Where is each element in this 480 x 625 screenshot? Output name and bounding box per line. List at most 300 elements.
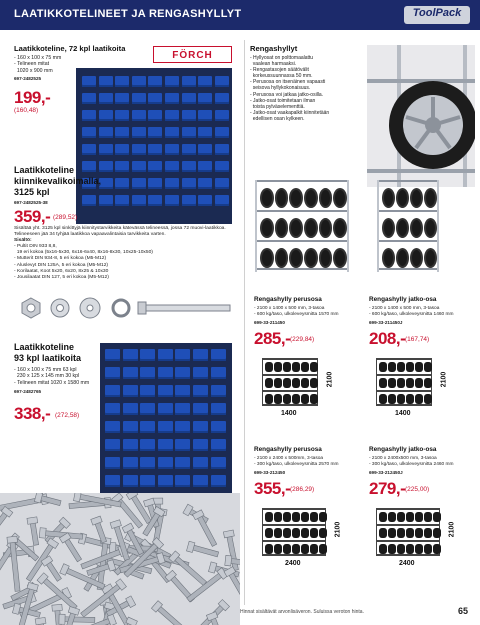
bin-icon (182, 144, 196, 155)
product2-contents-item: - Mutterit DIN 934-8, 5 eri kokoa (M5-M12) (14, 256, 107, 262)
shelf-beam-icon (367, 79, 475, 83)
product2-price-ex: (289,52) (53, 214, 78, 221)
diagram-shelf-bar (377, 404, 431, 406)
product1-bullet: 1020 x 900 mm (14, 67, 53, 74)
rengashyllyt-bullet: - Rengastasojen säätövälit (250, 67, 309, 74)
shelf-product-title: Rengashylly jatko-osa (369, 446, 437, 453)
product1-price-ex: (160,48) (14, 107, 39, 114)
diagram-shelf-bar (263, 358, 317, 360)
bin-icon (140, 457, 155, 469)
shelf-beam (257, 268, 347, 270)
product3-sku: 697-2482765 (14, 389, 42, 394)
bin-icon (140, 385, 155, 397)
diagram-tire-icon (292, 512, 300, 522)
bin-icon (99, 127, 113, 138)
bolt-icon (35, 617, 50, 625)
product3-title-line: 93 kpl laatikoita (14, 353, 82, 363)
tire-icon (289, 248, 303, 268)
bin-icon (215, 195, 229, 206)
bin-icon (115, 93, 129, 104)
page-title: LAATIKKOTELINEET JA RENGASHYLLYT (14, 8, 242, 20)
shelf-product-title: Rengashylly jatko-osa (369, 296, 437, 303)
diagram-tire-icon (388, 544, 396, 554)
bin-icon (140, 349, 155, 361)
diagram-tire-icon (379, 378, 387, 388)
diagram-tire-icon (274, 378, 282, 388)
rengashyllyt-bullet: toista pylväselementtiä. (250, 103, 305, 110)
bin-icon (215, 144, 229, 155)
bin-icon (105, 475, 120, 487)
shelf-product-bullet: - 2100 x 2400 x 500mm, 3-tasoa (254, 456, 324, 461)
diagram-shelf-bar (263, 554, 325, 556)
product2-title-line: 3125 kpl (14, 187, 50, 197)
diagram-tire-icon (265, 544, 273, 554)
rengashyllyt-bullet: edellisen osan kylkeen. (250, 115, 305, 122)
shelf-product-bullets (254, 456, 339, 468)
diagram-tire-icon (283, 512, 291, 522)
bin-icon (132, 93, 146, 104)
shelf-product-bullets (369, 456, 454, 468)
diagram-tire-icon (415, 362, 423, 372)
bin-icon (158, 403, 173, 415)
tire-icon (410, 248, 423, 268)
tire-icon (410, 218, 423, 238)
bin-icon (158, 421, 173, 433)
product3-bullet: - 160 x 100 x 75 mm 63 kpl (14, 367, 77, 373)
bin-icon (182, 195, 196, 206)
bin-icon (105, 457, 120, 469)
bin-icon (215, 127, 229, 138)
shelf-height-dimension: 2100 (326, 371, 334, 388)
shelf-product-price-ex: (225,00) (405, 486, 430, 493)
diagram-tire-icon (274, 544, 282, 554)
diagram-tire-icon (301, 544, 309, 554)
bin-icon (105, 349, 120, 361)
shelf-product-price-ex: (286,29) (290, 486, 315, 493)
shelf-beam (257, 240, 347, 242)
tire-icon (382, 218, 395, 238)
diagram-tire-icon (424, 378, 432, 388)
diagram-tire-icon (406, 544, 414, 554)
shelf-beam (257, 180, 347, 182)
tire-icon (424, 188, 437, 208)
bin-icon (211, 421, 226, 433)
diagram-tire-icon (274, 528, 282, 538)
tire-icon (275, 248, 289, 268)
rengashyllyt-bullet: - Perusosa on itsenäinen vapaasti (250, 79, 326, 86)
bin-icon (140, 403, 155, 415)
bin-icon (193, 367, 208, 379)
shelf-beam (379, 268, 437, 270)
diagram-tire-icon (301, 512, 309, 522)
bin-icon (148, 76, 162, 87)
diagram-shelf-bar (263, 540, 325, 542)
bolt-head-icon (138, 302, 146, 314)
diagram-shelf-bar (377, 374, 431, 376)
product1-price: 199,- (14, 88, 51, 107)
bin-icon (193, 403, 208, 415)
diagram-tire-icon (424, 394, 432, 404)
bin-icon (99, 76, 113, 87)
bin-icon (182, 93, 196, 104)
tire-icon (260, 188, 274, 208)
bolt-icon (34, 493, 61, 508)
product1-bullets (14, 55, 61, 74)
tire-on-shelf-svg (367, 45, 475, 187)
shelf-product-bullet: - 600 kg/taso, ulkoleveysmitta 1460 mm (369, 312, 454, 317)
bin-icon (198, 93, 212, 104)
diagram-tire-icon (406, 528, 414, 538)
bin-icon (140, 367, 155, 379)
diagram-tire-icon (379, 362, 387, 372)
product3-bullets (14, 367, 89, 386)
diagram-tire-icon (292, 544, 300, 554)
diagram-tire-icon (283, 544, 291, 554)
shelf-product-bullet: - 600 kg/taso, ulkoleveysmitta 1570 mm (254, 312, 339, 317)
page-number: 65 (457, 606, 468, 616)
shelf-product-price: 355,- (254, 479, 291, 498)
shelf-product-price: 279,- (369, 479, 406, 498)
diagram-tire-icon (424, 512, 432, 522)
shelf-product-bullets (254, 306, 339, 318)
shelf-product-bullet: - 300 kg/taso, ulkoleveysmitta 2460 mm (369, 462, 454, 467)
bin-icon (193, 439, 208, 451)
diagram-tire-icon (274, 394, 282, 404)
shelf-product-bullets (369, 306, 454, 318)
bin-icon (198, 195, 212, 206)
bin-icon (123, 385, 138, 397)
column-divider (244, 40, 245, 605)
diagram-tire-icon (424, 362, 432, 372)
diagram-tire-icon (265, 528, 273, 538)
bin-icon (105, 439, 120, 451)
bin-icon (105, 367, 120, 379)
bin-icon (82, 144, 96, 155)
tire-icon (304, 218, 318, 238)
diagram-tire-icon (415, 378, 423, 388)
shelf-width-dimension: 1400 (281, 410, 297, 417)
bin-icon (165, 110, 179, 121)
bin-icon (211, 475, 226, 487)
shelf-product-sku: 699-33-211450J (369, 320, 403, 325)
page-header (0, 0, 480, 30)
product3-price-ex: (272,58) (55, 412, 80, 419)
bin-icon (182, 76, 196, 87)
bin-icon (175, 385, 190, 397)
diagram-tire-icon (388, 528, 396, 538)
tire-icon (333, 188, 347, 208)
bin-icon (211, 439, 226, 451)
rengashyllyt-bullet: - Jatko-osat toimitetaan ilman (250, 97, 316, 104)
shelf-dimension-diagram (262, 508, 326, 556)
bin-icon (115, 76, 129, 87)
tire-icon (304, 188, 318, 208)
bin-icon (158, 475, 173, 487)
diagram-tire-icon (406, 378, 414, 388)
shelf-beam (379, 210, 437, 212)
shelf-product-bullet: - 2100 x 1400 x 500 mm, 3-tasoa (369, 306, 440, 311)
diagram-tire-icon (397, 394, 405, 404)
bin-icon (82, 127, 96, 138)
product2-contents-item: 19 eri kokoa (5x16-5x30, 6x16-6x40, 8x16-8x30, 10x25-10x50) (14, 250, 153, 256)
diagram-tire-icon (415, 394, 423, 404)
brand-logo-text: ToolPack (412, 7, 462, 19)
bolt-icon (27, 517, 41, 546)
forch-logo (153, 46, 232, 63)
bin-icon (99, 110, 113, 121)
diagram-tire-icon (310, 512, 318, 522)
product2-contents-item: - Pultit DIN 933 8,8, (14, 244, 57, 249)
diagram-shelf-bar (377, 524, 439, 526)
bin-icon (115, 144, 129, 155)
bin-icon (105, 385, 120, 397)
product2-sku: 697-2482525-38 (14, 200, 48, 205)
diagram-tire-icon (388, 362, 396, 372)
diagram-tire-icon (274, 512, 282, 522)
product1-bin-rack-image (76, 68, 232, 224)
bin-icon (123, 349, 138, 361)
bin-icon (182, 127, 196, 138)
diagram-tire-icon (283, 394, 291, 404)
bin-icon (123, 367, 138, 379)
rengashyllyt-bullet: - Jatko-osat vaakapalkit kiinnitetään (250, 109, 330, 116)
bin-icon (175, 457, 190, 469)
product2-price: 359,- (14, 207, 51, 226)
product2-contents-item: - Korilaatat, Koot 5x20, 6x20, 8x25 & 10x30 (14, 268, 109, 274)
tire-icon (396, 248, 409, 268)
tire-icon (319, 218, 333, 238)
bin-icon (165, 195, 179, 206)
bin-icon (140, 439, 155, 451)
diagram-tire-icon (379, 512, 387, 522)
tire-icon (289, 218, 303, 238)
diagram-tire-icon (379, 544, 387, 554)
bin-icon (148, 161, 162, 172)
diagram-tire-icon (310, 394, 318, 404)
diagram-tire-icon (283, 378, 291, 388)
tire-icon (260, 218, 274, 238)
diagram-tire-icon (274, 362, 282, 372)
diagram-tire-icon (283, 528, 291, 538)
bin-icon (148, 178, 162, 189)
bin-icon (193, 457, 208, 469)
shelf-height-dimension: 2100 (440, 371, 448, 388)
spring-washer-icon (113, 300, 129, 316)
diagram-tire-icon (388, 512, 396, 522)
bin-icon (193, 421, 208, 433)
shelf-beam (257, 210, 347, 212)
product3-title-line: Laatikkoteline (14, 342, 75, 352)
bin-icon (99, 144, 113, 155)
diagram-tire-icon (397, 512, 405, 522)
bin-icon (123, 457, 138, 469)
bin-icon (211, 385, 226, 397)
tire-icon (382, 248, 395, 268)
tire-icon (424, 218, 437, 238)
shelf-dimension-diagram (376, 508, 440, 556)
diagram-tire-icon (292, 394, 300, 404)
bin-icon (198, 178, 212, 189)
diagram-tire-icon (265, 378, 273, 388)
bolt-icon (206, 612, 235, 625)
product1-bullet: - Telineen mitat (14, 61, 50, 68)
rengashyllyt-bullet: vaalean harmaaksi. (250, 61, 297, 68)
tire-icon (396, 188, 409, 208)
bin-icon (182, 161, 196, 172)
diagram-tire-icon (397, 528, 405, 538)
diagram-tire-icon (310, 544, 318, 554)
bin-icon (115, 195, 129, 206)
tire-icon (396, 218, 409, 238)
hardware-samples-svg (18, 296, 240, 322)
bin-icon (148, 144, 162, 155)
bin-icon (198, 76, 212, 87)
bin-icon (82, 76, 96, 87)
shelf-product-sku: 699-33-212450J (369, 470, 403, 475)
product2-contents-label: Sisältö: (14, 238, 32, 243)
bin-icon (165, 127, 179, 138)
rengashyllyt-bullet: - Hyllyosat on polttomaalattu (250, 55, 314, 61)
diagram-tire-icon (301, 362, 309, 372)
bin-icon (193, 475, 208, 487)
diagram-tire-icon (397, 544, 405, 554)
diagram-tire-icon (301, 394, 309, 404)
bin-icon (165, 144, 179, 155)
product3-bullet: - Telineen mitat 1020 x 1580 mm (14, 379, 90, 386)
bin-icon (82, 110, 96, 121)
diagram-tire-icon (379, 394, 387, 404)
bolt-icon (191, 600, 229, 625)
shelf-product-price: 208,- (369, 329, 406, 348)
diagram-tire-icon (292, 528, 300, 538)
tire-icon (333, 218, 347, 238)
bin-icon (105, 421, 120, 433)
diagram-tire-icon (415, 528, 423, 538)
product2-contents-item: - Aluslevyt DIN 125A, 5 eri kokoa (M5-M12) (14, 262, 109, 268)
shelf-beam-icon (367, 169, 475, 173)
bin-icon (158, 385, 173, 397)
diagram-tire-icon (406, 512, 414, 522)
tire-icon (289, 188, 303, 208)
bin-icon (123, 475, 138, 487)
diagram-tire-icon (301, 378, 309, 388)
diagram-tire-icon (283, 362, 291, 372)
product2-description: Sisältää yht. 3125 kpl sinkittyjä kiinnitystarvikkeita kätevässä telineessä, jossa 72 muovi-laatikkoa. Telineeseen jää 34 tyhjää laatikkoa vapaavalintaisia tarvikkeita varten. (14, 226, 226, 237)
product3-bullet: 230 x 125 x 145 mm 30 kpl (14, 373, 80, 380)
bin-icon (215, 76, 229, 87)
bin-icon (158, 349, 173, 361)
diagram-tire-icon (415, 544, 423, 554)
diagram-tire-icon (265, 394, 273, 404)
bolt-icon (192, 510, 218, 548)
bin-icon (132, 195, 146, 206)
diagram-tire-icon (433, 544, 441, 554)
diagram-tire-icon (319, 544, 327, 554)
bin-icon (215, 178, 229, 189)
product2-contents (14, 244, 153, 281)
product1-title: Laatikkoteline, 72 kpl laatikoita (14, 44, 126, 53)
bin-icon (198, 110, 212, 121)
diagram-tire-icon (310, 528, 318, 538)
rengashyllyt-bullet: seisova hyllykokonaisuus. (250, 85, 311, 92)
shelf-product-title: Rengashylly perusosa (254, 296, 322, 303)
bin-icon (132, 144, 146, 155)
diagram-tire-icon (433, 528, 441, 538)
tire-icon (319, 188, 333, 208)
bin-icon (132, 76, 146, 87)
bin-icon (158, 439, 173, 451)
bin-icon (175, 421, 190, 433)
bolt-icon (59, 614, 95, 625)
product2-title-line: Laatikkoteline (14, 165, 75, 175)
shelf-product-price-ex: (167,74) (405, 336, 430, 343)
bin-icon (211, 457, 226, 469)
bin-icon (158, 457, 173, 469)
shelf-beam (379, 180, 437, 182)
bin-icon (148, 195, 162, 206)
tire-icon (304, 248, 318, 268)
diagram-shelf-bar (263, 390, 317, 392)
tire-icon (424, 248, 437, 268)
shelf-base-photo (255, 180, 349, 272)
bin-icon (182, 110, 196, 121)
bin-icon (198, 127, 212, 138)
diagram-tire-icon (433, 512, 441, 522)
bin-icon (123, 439, 138, 451)
bin-icon (165, 93, 179, 104)
product2-contents-item: - Jousilaatat DIN 127, 5 eri kokoa (M5-M12) (14, 275, 109, 281)
bin-icon (115, 161, 129, 172)
diagram-tire-icon (301, 528, 309, 538)
brand-logo[interactable] (404, 6, 470, 24)
bin-icon (215, 110, 229, 121)
bin-icon (140, 475, 155, 487)
diagram-tire-icon (415, 512, 423, 522)
tire-icon (382, 188, 395, 208)
diagram-tire-icon (265, 362, 273, 372)
bin-icon (123, 421, 138, 433)
bin-icon (99, 93, 113, 104)
shelf-product-price: 285,- (254, 329, 291, 348)
shelf-product-bullet: - 2100 x 2400x500 mm, 3-tasoa (369, 456, 437, 461)
nut-hole-icon (27, 304, 35, 312)
bin-icon (132, 178, 146, 189)
bin-icon (193, 349, 208, 361)
hardware-samples-image (18, 296, 240, 322)
product1-bullet: - 160 x 100 x 75 mm (14, 55, 62, 61)
product1-sku: 697-2482525 (14, 76, 42, 81)
tire-icon (410, 188, 423, 208)
bin-icon (211, 403, 226, 415)
bin-icon (115, 178, 129, 189)
diagram-shelf-bar (263, 524, 325, 526)
bin-icon (175, 475, 190, 487)
bin-icon (140, 421, 155, 433)
diagram-tire-icon (265, 512, 273, 522)
bolts-pile-svg (0, 493, 240, 625)
diagram-tire-icon (406, 362, 414, 372)
diagram-tire-icon (319, 512, 327, 522)
rengashyllyt-bullet: - Perusosa voi jatkaa jatko-osilla. (250, 91, 324, 98)
bin-icon (158, 367, 173, 379)
diagram-tire-icon (424, 528, 432, 538)
diagram-shelf-bar (377, 358, 431, 360)
bin-icon (215, 93, 229, 104)
shelf-width-dimension: 1400 (395, 410, 411, 417)
price-note: Hinnat sisältävät arvonlisäveron. Suluissa veroton hinta. (240, 609, 364, 615)
diagram-tire-icon (424, 544, 432, 554)
bin-icon (175, 439, 190, 451)
